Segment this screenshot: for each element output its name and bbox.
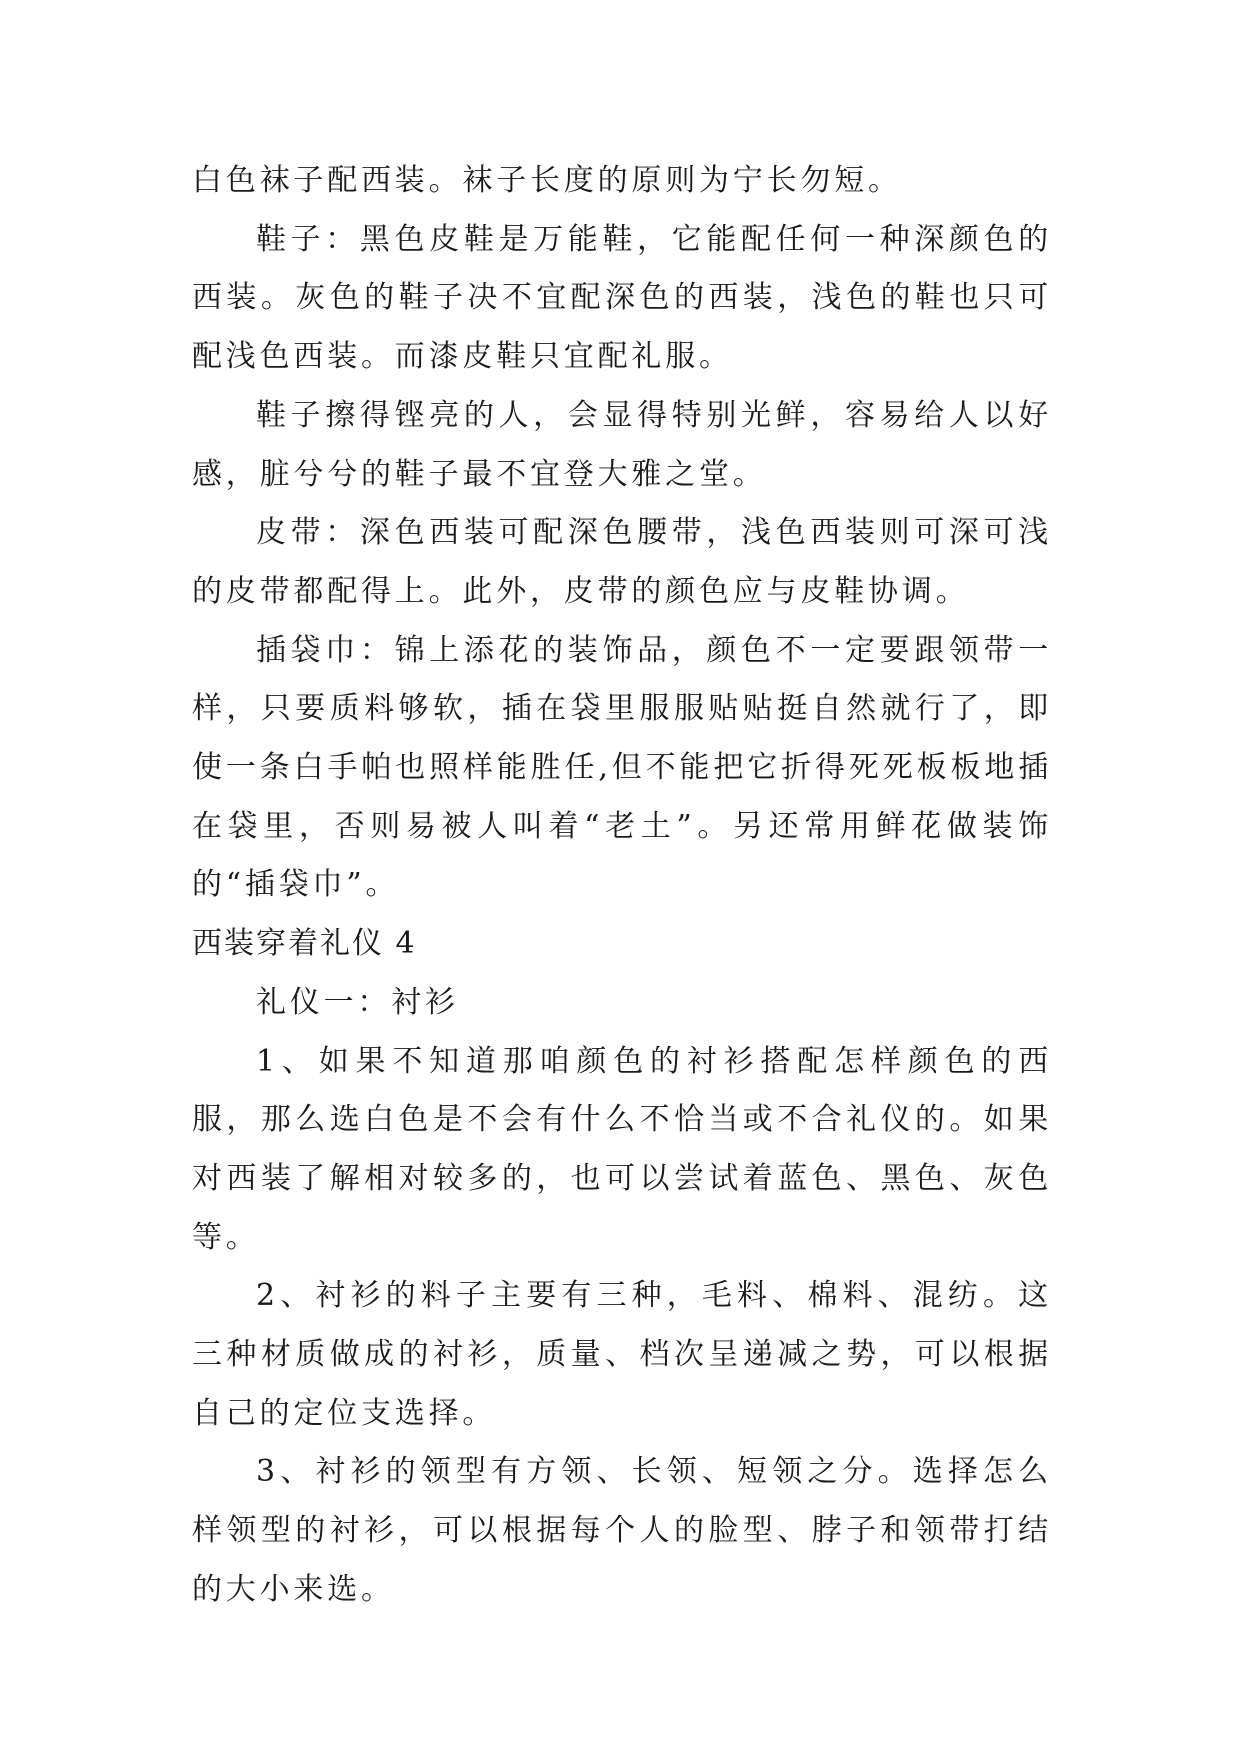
paragraph-shirt-fabric: 2、衬衫的料子主要有三种，毛料、棉料、混纺。这三种材质做成的衬衫，质量、档次呈递减之势，可以根据自己的定位支选择。 — [192, 1278, 1052, 1431]
section-heading: 西装穿着礼仪 4 — [192, 926, 417, 962]
paragraph-shirt-color: 1、如果不知道那咱颜色的衬衫搭配怎样颜色的西服，那么选白色是不会有什么不恰当或不合礼仪的。如果对西装了解相对较多的，也可以尝试着蓝色、黑色、灰色等。 — [192, 1043, 1052, 1255]
paragraph-shirt-collar: 3、衬衫的领型有方领、长领、短领之分。选择怎么样领型的衬衫，可以根据每个人的脸型、脖子和领带打结的大小来选。 — [192, 1454, 1052, 1607]
paragraph-shoes: 鞋子：黑色皮鞋是万能鞋，它能配任何一种深颜色的西装。灰色的鞋子决不宜配深色的西装，浅色的鞋也只可配浅色西装。而漆皮鞋只宜配礼服。 — [192, 221, 1052, 375]
subheading-shirt: 礼仪一：衬衫 — [256, 984, 459, 1020]
paragraph-belt: 皮带：深色西装可配深色腰带，浅色西装则可深可浅的皮带都配得上。此外，皮带的颜色应与皮鞋协调。 — [192, 515, 1052, 609]
paragraph-shoe-shine: 鞋子擦得铿亮的人，会显得特别光鲜，容易给人以好感，脏兮兮的鞋子最不宜登大雅之堂。 — [192, 397, 1052, 492]
paragraph-socks: 白色袜子配西装。袜子长度的原则为宁长勿短。 — [192, 163, 902, 198]
body-text — [192, 152, 1052, 1620]
paragraph-pocket-square: 插袋巾：锦上添花的装饰品，颜色不一定要跟领带一样，只要质料够软，插在袋里服服贴贴挺自然就行了，即使一条白手帕也照样能胜任,但不能把它折得死死板板地插在袋里，否则易被人叫着“老土”。另还常用鲜花做装饰的“插袋巾”。 — [192, 632, 1052, 903]
